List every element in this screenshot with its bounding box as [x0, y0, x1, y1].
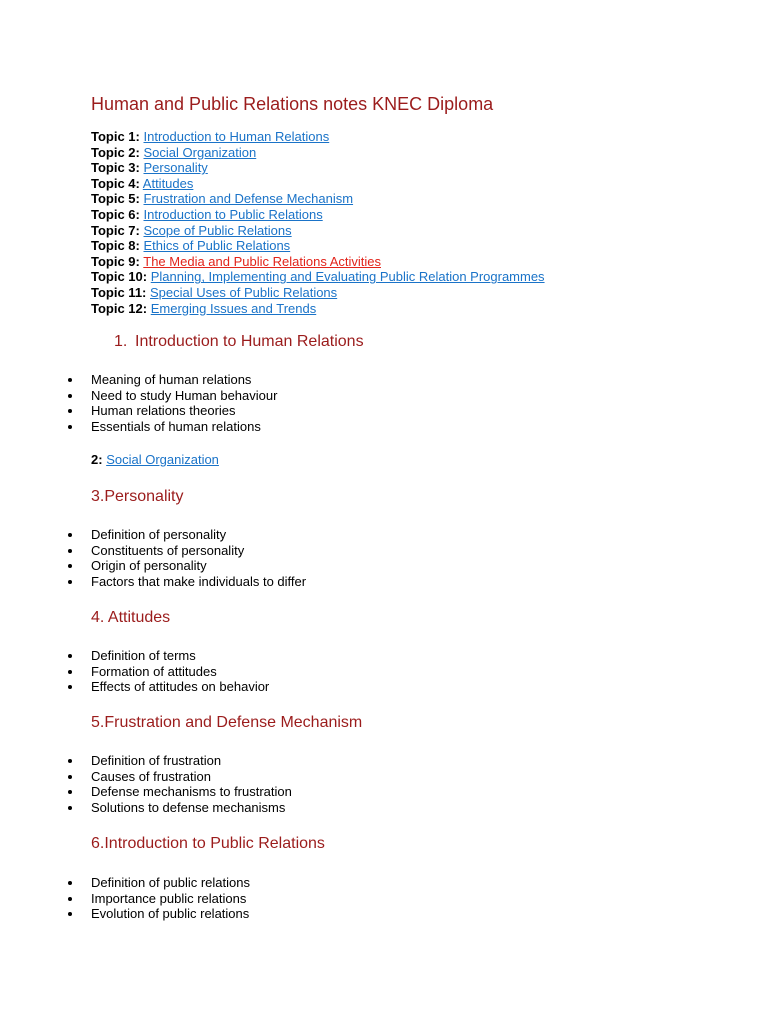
- list-item: Definition of public relations: [91, 875, 250, 890]
- list-item: Formation of attitudes: [91, 664, 269, 680]
- topic-link[interactable]: Special Uses of Public Relations: [150, 284, 338, 300]
- list-item: Effects of attitudes on behavior: [91, 679, 270, 694]
- topic-item: [91, 207, 545, 223]
- attitudes-bullets: [91, 648, 269, 695]
- human-relations-bullets: [91, 372, 277, 434]
- section-heading-frustration: 5.Frustration and Defense Mechanism: [91, 714, 363, 731]
- topic-label: Topic 7:: [91, 222, 140, 238]
- topic-item: [91, 238, 545, 254]
- topic-link[interactable]: Personality: [143, 160, 208, 176]
- topic-link[interactable]: Social Organization: [143, 144, 257, 160]
- list-item: Origin of personality: [91, 558, 306, 574]
- list-item: Definition of frustration: [91, 753, 292, 769]
- topic-item: [91, 129, 545, 145]
- topic-label: Topic 3:: [91, 160, 140, 176]
- topic-link[interactable]: Ethics of Public Relations: [143, 238, 291, 254]
- list-item: Essentials of human relations: [91, 419, 277, 435]
- personality-bullets: [91, 527, 306, 589]
- topic-item: [91, 254, 545, 270]
- topic-item: [91, 301, 545, 317]
- topic-item: [91, 191, 545, 207]
- list-item: Evolution of public relations: [91, 906, 250, 921]
- section-heading-personality: 3.Personality: [91, 488, 184, 505]
- topic-label: Topic 11:: [91, 284, 147, 300]
- topic-link[interactable]: Frustration and Defense Mechanism: [143, 191, 354, 207]
- list-item: Causes of frustration: [91, 769, 292, 785]
- section-title: Introduction to Human Relations: [135, 333, 364, 350]
- topic-list: [91, 129, 545, 316]
- section-heading-human-relations: [114, 332, 364, 352]
- list-item: Defense mechanisms to frustration: [91, 784, 292, 799]
- topic-link[interactable]: Introduction to Public Relations: [143, 206, 323, 222]
- section-heading-attitudes: 4. Attitudes: [91, 609, 171, 626]
- topic-item: [91, 223, 545, 239]
- social-organization-link[interactable]: Social Organization: [106, 452, 219, 467]
- topic-label: Topic 6:: [91, 206, 140, 222]
- topic-label: Topic 8:: [91, 238, 140, 254]
- topic-item: [91, 285, 545, 301]
- topic-link[interactable]: Introduction to Human Relations: [143, 129, 330, 144]
- topic-label: Topic 1:: [91, 129, 140, 144]
- topic-link[interactable]: Scope of Public Relations: [143, 222, 292, 238]
- list-item: Solutions to defense mechanisms: [91, 800, 292, 816]
- list-item: Definition of terms: [91, 648, 269, 664]
- topic-label: Topic 12:: [91, 300, 148, 316]
- topic-link[interactable]: Planning, Implementing and Evaluating Public Relation Programmes: [150, 269, 545, 285]
- topic-item: [91, 269, 545, 285]
- section-social-organization: [91, 452, 219, 468]
- list-item: Need to study Human behaviour: [91, 387, 278, 403]
- topic-label: Topic 5:: [91, 191, 140, 207]
- list-item: Constituents of personality: [91, 543, 306, 559]
- section-number: 1.: [114, 333, 128, 350]
- list-item: Importance public relations: [91, 891, 250, 907]
- topic-link[interactable]: Emerging Issues and Trends: [150, 300, 317, 316]
- topic-item: [91, 160, 545, 176]
- frustration-bullets: [91, 753, 292, 815]
- topic-label: Topic 10:: [91, 269, 148, 285]
- topic-item: [91, 176, 545, 192]
- topic-link[interactable]: The Media and Public Relations Activities: [143, 253, 381, 269]
- list-item: Meaning of human relations: [91, 372, 277, 388]
- topic-label: Topic 2:: [91, 144, 140, 160]
- list-item: Human relations theories: [91, 403, 277, 419]
- section-heading-public-relations: 6.Introduction to Public Relations: [91, 835, 325, 852]
- section-label: 2:: [91, 452, 103, 467]
- topic-item: [91, 145, 545, 161]
- document-title: Human and Public Relations notes KNEC Diploma: [91, 94, 494, 114]
- public-relations-bullets: [91, 875, 250, 922]
- topic-label: Topic 9:: [91, 253, 140, 269]
- topic-label: Topic 4:: [91, 175, 140, 191]
- topic-link[interactable]: Attitudes: [142, 175, 194, 191]
- list-item: Definition of personality: [91, 527, 306, 543]
- list-item: Factors that make individuals to differ: [91, 573, 307, 589]
